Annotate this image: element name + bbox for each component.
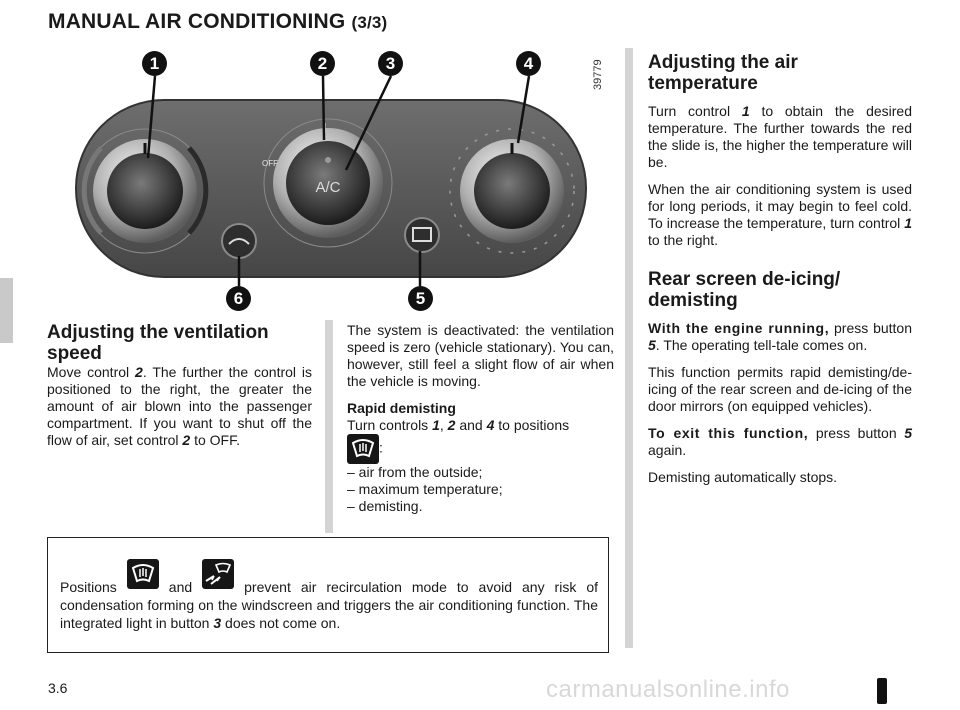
text-run: again. bbox=[648, 442, 687, 458]
control-ref: 2 bbox=[447, 417, 456, 433]
temperature-text bbox=[648, 103, 912, 171]
windscreen-demist-icon bbox=[347, 434, 379, 464]
feet-windscreen-icon bbox=[202, 559, 234, 589]
control-ref: 3 bbox=[213, 615, 222, 631]
rear-screen-text bbox=[648, 425, 912, 459]
page-title-text: MANUAL AIR CONDITIONING bbox=[48, 10, 346, 33]
text-run: press button bbox=[829, 320, 912, 336]
text-run: Turn control bbox=[648, 103, 742, 119]
text-run: . The further the control is positioned to the right, the greater the amount of air blown into the passenger compartment. If you want to shut off the flow of air, set control bbox=[47, 364, 312, 448]
text-run: , bbox=[439, 417, 448, 433]
text-run: When the air conditioning system is used for long periods, it may begin to feel cold. To increase the temperature, turn control bbox=[648, 181, 912, 231]
rapid-demisting-list bbox=[347, 464, 614, 515]
callout-5: 5 bbox=[408, 286, 433, 311]
text-run: With the engine running, bbox=[648, 320, 830, 336]
list-item: – air from the outside; bbox=[347, 464, 483, 480]
control-panel-illustration bbox=[66, 48, 611, 315]
control-ref: 5 bbox=[904, 425, 913, 441]
ventilation-heading: Adjusting the ventilation speed bbox=[47, 322, 269, 364]
ventilation-section bbox=[47, 322, 312, 459]
rapid-demisting-heading bbox=[347, 400, 614, 417]
control-ref: 2 bbox=[135, 364, 143, 380]
figure-number: 39779 bbox=[592, 59, 604, 90]
control-ref: 1 bbox=[904, 215, 912, 231]
callout-4: 4 bbox=[516, 51, 541, 76]
ac-button-label: A/C bbox=[315, 179, 341, 196]
list-item: – demisting. bbox=[347, 498, 423, 514]
corner-mark bbox=[877, 678, 887, 704]
callout-6: 6 bbox=[226, 286, 251, 311]
text-run: to positions bbox=[494, 417, 570, 433]
text-run: prevent air recirculation mode to avoid any risk of condensation forming on the windscreen and triggers the air conditioning function. The integrated light in button bbox=[60, 579, 598, 631]
text-run: to OFF. bbox=[190, 432, 240, 448]
heading-text: Rapid demisting bbox=[347, 400, 456, 416]
control-panel-figure bbox=[66, 48, 611, 315]
text-run: Turn controls bbox=[347, 417, 433, 433]
callout-2: 2 bbox=[310, 51, 335, 76]
page-title bbox=[48, 10, 387, 34]
control-ref: 5 bbox=[648, 337, 656, 353]
text-run: and bbox=[158, 579, 203, 595]
control-ref: 4 bbox=[486, 417, 495, 433]
rear-screen-text: This function permits rapid demisting/de-icing of the rear screen and de-icing of the door mirrors (on equipped vehicles). bbox=[648, 364, 912, 414]
text-run: press button bbox=[808, 425, 905, 441]
text-run: to the right. bbox=[648, 232, 719, 248]
control-ref: 1 bbox=[432, 417, 440, 433]
system-text: The system is deactivated: the ventilation speed is zero (vehicle stationary). You can, however, still feel a slight flow of air when the vehicle is moving. bbox=[347, 322, 614, 389]
page-title-part: (3/3) bbox=[351, 13, 388, 32]
rapid-demisting-text bbox=[347, 417, 614, 464]
rear-screen-button bbox=[405, 218, 439, 252]
text-run: does not come on. bbox=[221, 615, 341, 631]
rear-screen-text: Demisting automatically stops. bbox=[648, 469, 838, 485]
temperature-heading: Adjusting the air temperature bbox=[648, 52, 798, 94]
text-run: . The operating tell-tale comes on. bbox=[655, 337, 868, 353]
text-run: To exit this function, bbox=[648, 425, 809, 441]
watermark: carmanualsonline.info bbox=[546, 676, 790, 703]
text-run: and bbox=[455, 417, 487, 433]
rear-screen-text bbox=[648, 320, 912, 354]
note-box bbox=[47, 537, 609, 653]
ventilation-text bbox=[47, 364, 312, 449]
temperature-text bbox=[648, 181, 912, 249]
windscreen-demist-icon bbox=[127, 559, 159, 589]
callout-1: 1 bbox=[142, 51, 167, 76]
text-run: Move control bbox=[47, 364, 136, 380]
list-item: – maximum temperature; bbox=[347, 481, 503, 497]
system-section bbox=[347, 322, 614, 515]
column-divider bbox=[325, 320, 333, 533]
rear-screen-heading: Rear screen de-icing/ demisting bbox=[648, 269, 841, 311]
column-divider bbox=[625, 48, 633, 648]
off-label: OFF bbox=[262, 159, 278, 168]
chapter-tab bbox=[0, 278, 13, 343]
text-run: Positions bbox=[60, 579, 127, 595]
note-text bbox=[60, 578, 598, 632]
recirculation-button bbox=[222, 224, 256, 258]
control-ref: 2 bbox=[182, 432, 191, 448]
callout-3: 3 bbox=[378, 51, 403, 76]
page-number: 3.6 bbox=[48, 680, 68, 696]
temperature-section bbox=[648, 52, 912, 496]
control-ref: 1 bbox=[741, 103, 750, 119]
text-run: to obtain the desired temperature. The further towards the red the slide is, the higher the temperature will be. bbox=[648, 103, 912, 170]
text-run: : bbox=[379, 439, 383, 456]
